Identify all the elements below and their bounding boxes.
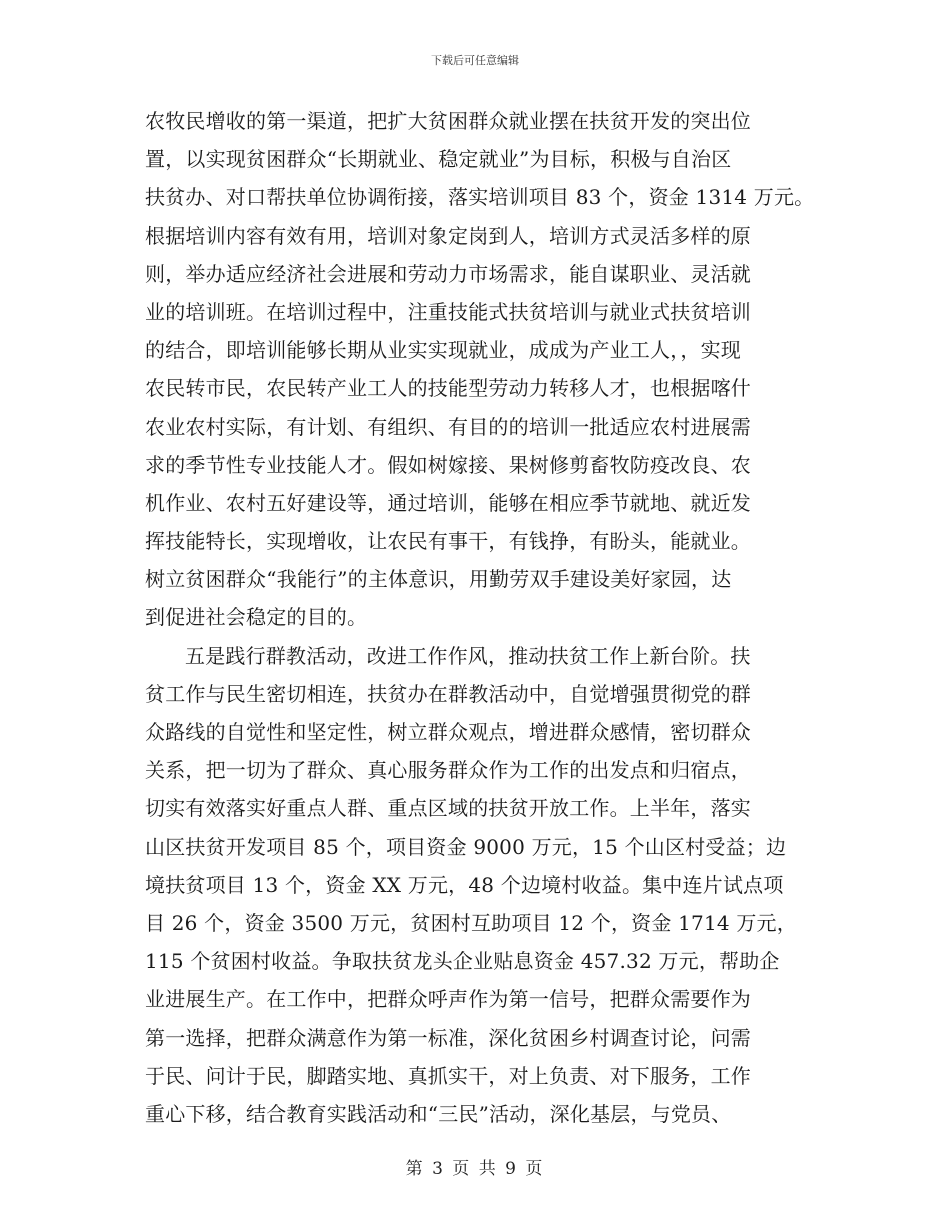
text-line: 根据培训内容有效有用，培训对象定岗到人，培训方式灵活多样的原 <box>145 223 751 248</box>
page-footer: 第 3 页 共 9 页 <box>405 1159 545 1179</box>
text-line: 众路线的自觉性和坚定性，树立群众观点，增进群众感情，密切群众 <box>145 720 751 744</box>
text-line: 扶贫办、对口帮扶单位协调衔接，落实培训项目 83 个，资金 1314 万元。 <box>145 185 815 210</box>
text-line: 贫工作与民生密切相连，扶贫办在群教活动中，自觉增强贯彻党的群 <box>145 681 751 706</box>
page-header: 下载后可任意编辑 <box>431 54 519 67</box>
text-line: 树立贫困群众“我能行”的主体意识，用勤劳双手建设美好家园，达 <box>145 567 732 592</box>
text-line: 目 26 个，资金 3500 万元，贫困村互助项目 12 个，资金 1714 万元， <box>145 910 797 935</box>
text-line: 农业农村实际，有计划、有组织、有目的的培训一批适应农村进展需 <box>145 414 751 439</box>
text-line: 农牧民增收的第一渠道，把扩大贫困群众就业摆在扶贫开发的突出位 <box>145 109 751 133</box>
text-line: 第一选择，把群众满意作为第一标准，深化贫困乡村调查讨论，问需 <box>145 1025 751 1050</box>
text-line: 置，以实现贫困群众“长期就业、稳定就业”为目标，积极与自治区 <box>145 147 732 172</box>
text-line: 机作业、农村五好建设等，通过培训，能够在相应季节就地、就近发 <box>145 490 751 515</box>
text-line: 重心下移，结合教育实践活动和“三民”活动，深化基层，与党员、 <box>145 1101 732 1126</box>
text-line: 境扶贫项目 13 个，资金 XX 万元，48 个边境村收益。集中连片试点项 <box>145 872 784 897</box>
text-line: 求的季节性专业技能人才。假如树嫁接、果树修剪畜牧防疫改良、农 <box>145 452 751 477</box>
text-line: 山区扶贫开发项目 85 个，项目资金 9000 万元，15 个山区村受益；边 <box>145 834 787 859</box>
text-line: 关系，把一切为了群众、真心服务群众作为工作的出发点和归宿点， <box>145 758 751 783</box>
text-line: 农民转市民，农民转产业工人的技能型劳动力转移人才，也根据喀什 <box>145 376 751 401</box>
text-line: 业的培训班。在培训过程中，注重技能式扶贫培训与就业式扶贫培训 <box>145 299 751 324</box>
text-line: 挥技能特长，实现增收，让农民有事干，有钱挣，有盼头，能就业。 <box>145 529 751 554</box>
paragraph-start-line: 五是践行群教活动，改进工作作风，推动扶贫工作上新台阶。扶 <box>185 643 751 668</box>
text-line: 的结合，即培训能够长期从业实实现就业，成成为产业工人，，实现 <box>145 338 741 363</box>
text-line: 则，举办适应经济社会进展和劳动力市场需求，能自谋职业、灵活就 <box>145 261 751 286</box>
document-body <box>145 102 815 1133</box>
text-line: 于民、问计于民，脚踏实地、真抓实干，对上负责、对下服务，工作 <box>145 1063 751 1088</box>
text-line: 到促进社会稳定的目的。 <box>145 605 368 630</box>
text-line: 业进展生产。在工作中，把群众呼声作为第一信号，把群众需要作为 <box>145 987 751 1012</box>
text-line: 115 个贫困村收益。争取扶贫龙头企业贴息资金 457.32 万元，帮助企 <box>145 949 780 974</box>
text-line: 切实有效落实好重点人群、重点区域的扶贫开放工作。上半年，落实 <box>145 796 751 821</box>
